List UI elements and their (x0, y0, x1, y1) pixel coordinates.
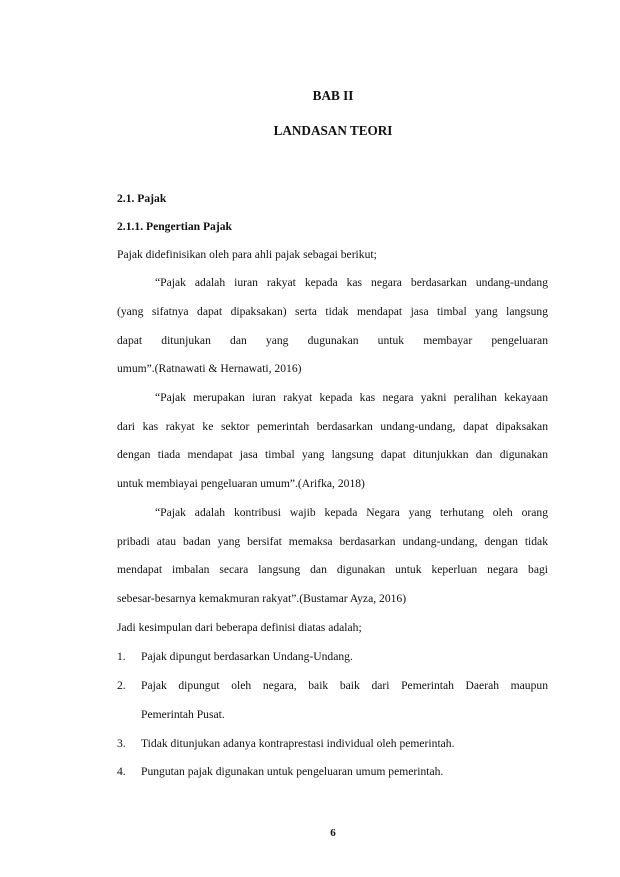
quote2-line4: untuk membiayai pengeluaran umum”.(Arifka, 2018) (117, 477, 365, 490)
intro-paragraph: Pajak didefinisikan oleh para ahli pajak sebagai berikut; (117, 248, 377, 261)
section-heading: 2.1. Pajak (117, 192, 167, 205)
list-item-number: 1. (117, 650, 126, 663)
list-item-number: 4. (117, 765, 126, 778)
page-number: 6 (330, 827, 336, 839)
quote3-line3: mendapat imbalan secara langsung dan digunakan untuk keperluan negara bagi (117, 563, 548, 576)
chapter-label: BAB II (312, 88, 354, 103)
subsection-heading: 2.1.1. Pengertian Pajak (117, 220, 232, 233)
quote3-line4: sebesar-besarnya kemakmuran rakyat”.(Bustamar Ayza, 2016) (117, 592, 407, 605)
chapter-title: LANDASAN TEORI (273, 123, 393, 138)
list-item-text: Pungutan pajak digunakan untuk pengeluaran umum pemerintah. (141, 765, 444, 778)
list-item-text: Pajak dipungut berdasarkan Undang-Undang. (141, 650, 353, 663)
list-item-text: Pajak dipungut oleh negara, baik baik dari Pemerintah Daerah maupun (141, 679, 548, 692)
quote3-line1: “Pajak adalah kontribusi wajib kepada Negara yang terhutang oleh orang (155, 506, 548, 519)
list-item-number: 3. (117, 737, 126, 750)
quote2-line2: dari kas rakyat ke sektor pemerintah berdasarkan undang-undang, dapat dipaksakan (117, 420, 548, 433)
quote1-line2: (yang sifatnya dapat dipaksakan) serta tidak mendapat jasa timbal yang langsung (117, 305, 548, 318)
quote2-line3: dengan tiada mendapat jasa timbal yang langsung dapat ditunjukkan dan digunakan (117, 448, 548, 461)
list-item-text: Tidak ditunjukan adanya kontraprestasi individual oleh pemerintah. (141, 737, 455, 750)
quote3-line2: pribadi atau badan yang bersifat memaksa berdasarkan undang-undang, dengan tidak (117, 535, 548, 548)
quote1-line3: dapat ditunjukan dan yang dugunakan untuk membayar pengeluaran (117, 334, 548, 347)
list-item-number: 2. (117, 679, 126, 692)
quote1-line1: “Pajak adalah iuran rakyat kepada kas negara berdasarkan undang-undang (155, 276, 548, 289)
quote2-line1: “Pajak merupakan iuran rakyat kepada kas negara yakni peralihan kekayaan (155, 391, 548, 404)
quote1-line4: umum”.(Ratnawati & Hernawati, 2016) (117, 362, 302, 375)
list-item-continuation: Pemerintah Pusat. (141, 708, 225, 721)
conclusion-paragraph: Jadi kesimpulan dari beberapa definisi diatas adalah; (117, 621, 362, 634)
